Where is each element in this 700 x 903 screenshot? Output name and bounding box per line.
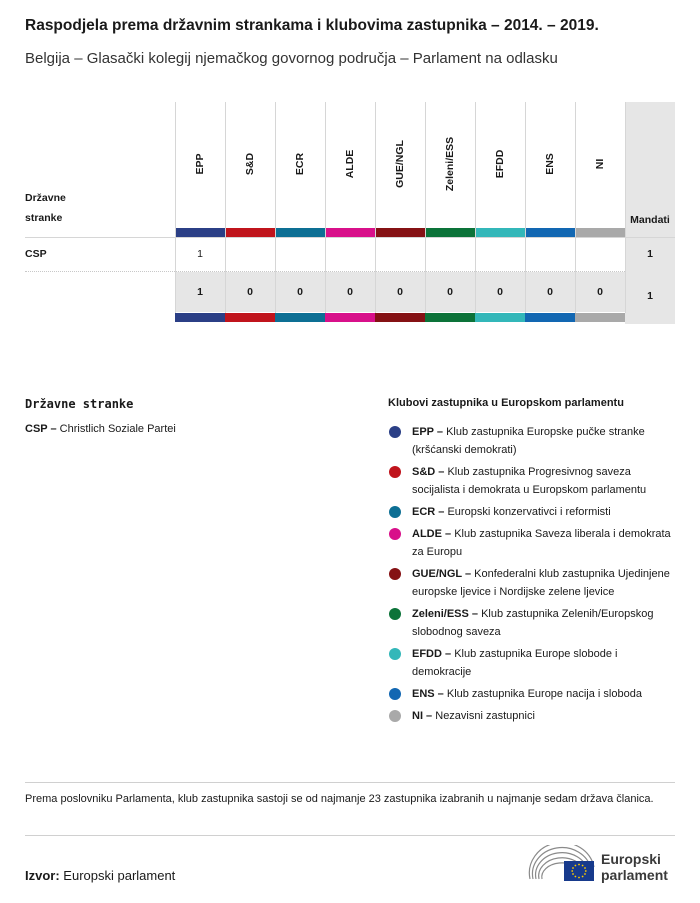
club-color-dot-icon bbox=[389, 568, 401, 580]
source-line bbox=[25, 868, 175, 883]
column-header-label: Zeleni/ESS bbox=[444, 136, 456, 192]
column-color-bar bbox=[175, 313, 225, 322]
column-color-bar bbox=[375, 313, 425, 322]
club-legend-item bbox=[388, 463, 678, 499]
row-divider bbox=[25, 237, 675, 238]
logo-line-1: Europski bbox=[601, 851, 661, 867]
club-legend-item bbox=[388, 565, 678, 601]
table-cell: 1 bbox=[197, 248, 203, 260]
clubs-legend bbox=[388, 423, 678, 729]
club-abbr: ALDE – bbox=[412, 528, 452, 540]
total-mandati: 1 bbox=[647, 290, 653, 302]
total-cell: 0 bbox=[447, 286, 453, 298]
club-abbr: GUE/NGL – bbox=[412, 568, 472, 580]
club-color-dot-icon bbox=[389, 506, 401, 518]
column-divider bbox=[625, 102, 626, 313]
logo-line-2: parlament bbox=[601, 867, 668, 883]
column-header-label: ENS bbox=[544, 153, 556, 175]
column-header-ecr bbox=[275, 102, 325, 228]
column-header-sd bbox=[225, 102, 275, 228]
column-color-bar bbox=[425, 313, 475, 322]
column-header-label: EPP bbox=[194, 153, 206, 175]
column-header-zeleniess bbox=[425, 102, 475, 228]
club-name: Klub zastupnika Europe nacija i sloboda bbox=[446, 688, 642, 700]
club-abbr: NI – bbox=[412, 710, 433, 722]
table-row-mandati: 1 bbox=[647, 248, 653, 260]
club-legend-item bbox=[388, 423, 678, 459]
total-cell: 0 bbox=[597, 286, 603, 298]
club-legend-item bbox=[388, 645, 678, 681]
club-name: Konfederalni klub zastupnika Ujedinjene europske ljevice i Nordijske zelene ljevice bbox=[412, 568, 670, 598]
club-legend-item bbox=[388, 707, 678, 725]
club-abbr: S&D – bbox=[412, 466, 445, 478]
column-header-efdd bbox=[475, 102, 525, 228]
club-color-dot-icon bbox=[389, 688, 401, 700]
column-color-bar bbox=[575, 228, 625, 237]
column-header-epp bbox=[175, 102, 225, 228]
column-color-bar bbox=[325, 228, 375, 237]
club-abbr: ECR – bbox=[412, 506, 445, 518]
column-color-bar bbox=[175, 228, 225, 237]
club-name: Klub zastupnika Europe slobode i demokracije bbox=[412, 648, 618, 678]
column-divider bbox=[225, 102, 226, 313]
club-legend-item bbox=[388, 685, 678, 703]
club-abbr: EPP – bbox=[412, 426, 443, 438]
total-cell: 0 bbox=[347, 286, 353, 298]
column-header-label: S&D bbox=[244, 152, 256, 176]
club-legend-item bbox=[388, 525, 678, 561]
column-color-bar bbox=[525, 313, 575, 322]
mandati-header: Mandati bbox=[630, 214, 670, 226]
european-parliament-logo bbox=[528, 845, 678, 885]
column-header-label: GUE/NGL bbox=[394, 140, 406, 188]
column-header-label: ECR bbox=[294, 152, 306, 176]
club-color-dot-icon bbox=[389, 710, 401, 722]
footnote: Prema poslovniku Parlamenta, klub zastupnika sastoji se od najmanje 23 zastupnika izabranih u najmanje sedam država članica. bbox=[25, 793, 654, 805]
divider bbox=[25, 835, 675, 836]
national-party-name: Christlich Soziale Partei bbox=[59, 423, 176, 435]
divider bbox=[25, 782, 675, 783]
column-color-bar bbox=[475, 228, 525, 237]
column-header-label: NI bbox=[594, 158, 606, 170]
column-divider bbox=[525, 102, 526, 313]
column-header-ens bbox=[525, 102, 575, 228]
page-subtitle: Belgija – Glasački kolegij njemačkog govornog područja – Parlament na odlasku bbox=[25, 50, 558, 67]
club-name: Klub zastupnika Zelenih/Europskog slobodnog saveza bbox=[412, 608, 654, 638]
column-color-bar bbox=[475, 313, 525, 322]
club-legend-item bbox=[388, 605, 678, 641]
european-parliament-logo-icon bbox=[528, 845, 596, 885]
column-divider bbox=[275, 102, 276, 313]
column-divider bbox=[425, 102, 426, 313]
column-header-ni bbox=[575, 102, 625, 228]
club-legend-item bbox=[388, 503, 678, 521]
column-header-label: EFDD bbox=[494, 149, 506, 179]
total-cell: 0 bbox=[297, 286, 303, 298]
column-color-bar bbox=[225, 313, 275, 322]
column-divider bbox=[175, 102, 176, 313]
total-cell: 0 bbox=[397, 286, 403, 298]
column-color-bar bbox=[375, 228, 425, 237]
club-abbr: ENS – bbox=[412, 688, 444, 700]
page-title: Raspodjela prema državnim strankama i klubovima zastupnika – 2014. – 2019. bbox=[25, 17, 599, 34]
club-name: Nezavisni zastupnici bbox=[435, 710, 535, 722]
column-color-bar bbox=[325, 313, 375, 322]
total-cell: 0 bbox=[497, 286, 503, 298]
column-color-bar bbox=[275, 313, 325, 322]
column-color-bar bbox=[425, 228, 475, 237]
column-divider bbox=[575, 102, 576, 313]
column-header-guengl bbox=[375, 102, 425, 228]
column-color-bar bbox=[525, 228, 575, 237]
column-color-bar bbox=[575, 313, 625, 322]
logo-text bbox=[601, 851, 668, 883]
total-cell: 0 bbox=[247, 286, 253, 298]
club-abbr: EFDD – bbox=[412, 648, 452, 660]
column-divider bbox=[475, 102, 476, 313]
club-color-dot-icon bbox=[389, 466, 401, 478]
national-party-item bbox=[25, 423, 176, 435]
row-divider bbox=[25, 271, 625, 272]
column-divider bbox=[325, 102, 326, 313]
distribution-table bbox=[25, 102, 675, 324]
column-color-bar bbox=[225, 228, 275, 237]
club-color-dot-icon bbox=[389, 528, 401, 540]
column-divider bbox=[375, 102, 376, 313]
row-header-label: Državne stranke bbox=[25, 192, 66, 224]
column-header-alde bbox=[325, 102, 375, 228]
column-color-bar bbox=[275, 228, 325, 237]
club-name: Klub zastupnika Progresivnog saveza socijalista i demokrata u Europskom parlamentu bbox=[412, 466, 647, 496]
club-color-dot-icon bbox=[389, 608, 401, 620]
club-color-dot-icon bbox=[389, 648, 401, 660]
national-party-abbr: CSP – bbox=[25, 423, 57, 435]
national-parties-title: Državne stranke bbox=[25, 397, 134, 411]
club-abbr: Zeleni/ESS – bbox=[412, 608, 479, 620]
club-name: Klub zastupnika Saveza liberala i demokrata za Europu bbox=[412, 528, 671, 558]
total-cell: 1 bbox=[197, 286, 203, 298]
club-color-dot-icon bbox=[389, 426, 401, 438]
club-name: Europski konzervativci i reformisti bbox=[447, 506, 611, 518]
club-name: Klub zastupnika Europske pučke stranke (kršćanski demokrati) bbox=[412, 426, 645, 456]
table-row-party: CSP bbox=[25, 248, 47, 260]
column-header-label: ALDE bbox=[344, 149, 356, 179]
clubs-title: Klubovi zastupnika u Europskom parlamentu bbox=[388, 397, 624, 409]
source-label: Izvor: bbox=[25, 868, 60, 883]
source-value: Europski parlament bbox=[63, 868, 176, 883]
total-cell: 0 bbox=[547, 286, 553, 298]
